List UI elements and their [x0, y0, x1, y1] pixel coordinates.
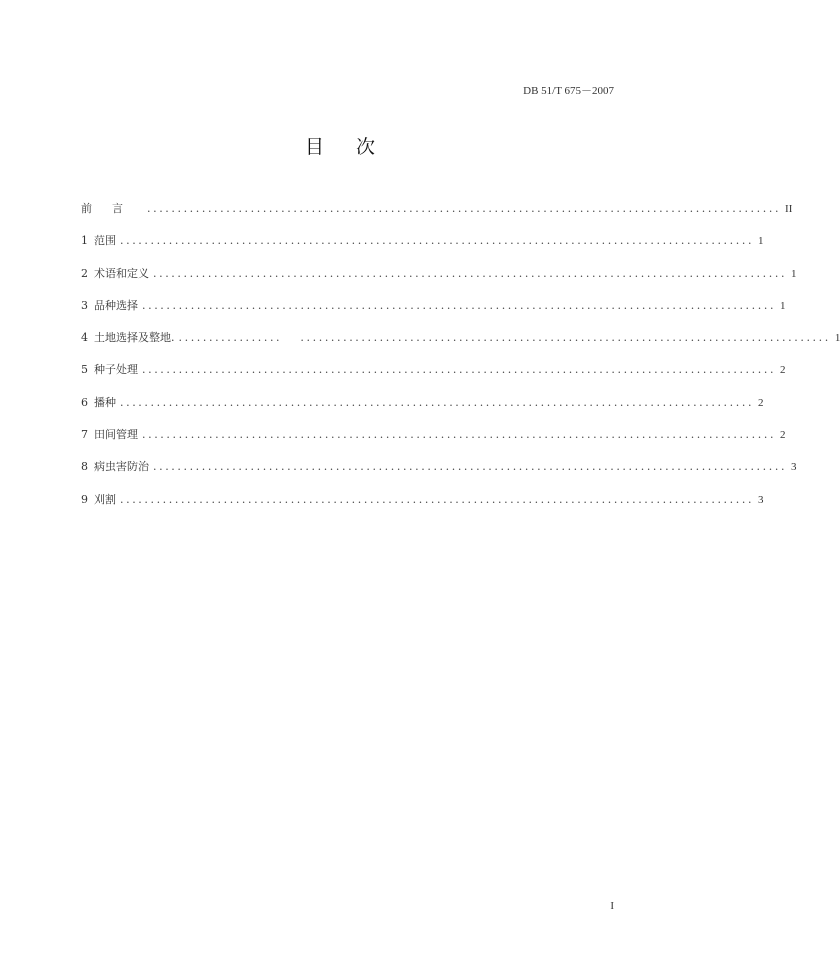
toc-entry-number: 5 — [81, 363, 88, 377]
toc-entry-4[interactable] — [81, 329, 840, 361]
toc-entry-number: 3 — [81, 298, 88, 312]
toc-entry-page: 2 — [780, 364, 786, 377]
toc-entry-6[interactable] — [81, 394, 764, 426]
toc-leader-dots: ................. ....................................................................................... — [178, 331, 831, 345]
toc-entry-label: 前言 — [81, 202, 143, 215]
toc-entry-page: 1 — [780, 299, 786, 312]
toc-entry-page: 1 — [791, 267, 797, 280]
toc-entry-number: 1 — [81, 234, 88, 248]
toc-entry-number: 7 — [81, 428, 88, 442]
toc-entry-8[interactable] — [81, 458, 797, 490]
toc-entry-page: 2 — [758, 396, 764, 409]
toc-entry-7[interactable] — [81, 426, 786, 458]
toc-entry-page: 3 — [758, 493, 764, 506]
toc-entry-page: 2 — [780, 429, 786, 442]
toc-leader-dots: ........................................................................................................ — [147, 202, 782, 215]
toc-entry-label: 品种选择 — [94, 298, 138, 312]
toc-entry-label: 病虫害防治 — [94, 460, 149, 474]
table-of-contents — [81, 200, 840, 523]
toc-entry-label: 田间管理 — [94, 428, 138, 442]
toc-entry-label: 种子处理 — [94, 363, 138, 377]
toc-entry-label: 土地选择及整地. — [94, 331, 175, 345]
document-code: DB 51/T 675－2007 — [523, 85, 614, 97]
toc-leader-dots: ........................................................................................................ — [142, 363, 777, 377]
toc-entry-3[interactable] — [81, 297, 786, 329]
toc-entry-9[interactable] — [81, 491, 764, 523]
toc-entry-foreword[interactable] — [81, 200, 793, 232]
toc-entry-label: 范围 — [94, 234, 116, 248]
toc-leader-dots: ........................................................................................................ — [153, 266, 788, 280]
toc-entry-number: 2 — [81, 266, 88, 280]
toc-entry-2[interactable] — [81, 265, 797, 297]
toc-entry-page: 3 — [791, 461, 797, 474]
toc-entry-page: 1 — [758, 235, 764, 248]
toc-entry-label: 术语和定义 — [94, 266, 149, 280]
toc-entry-page: II — [785, 203, 793, 215]
toc-entry-number: 9 — [81, 492, 88, 506]
toc-entry-label: 播种 — [94, 395, 116, 409]
toc-entry-number: 4 — [81, 331, 88, 345]
toc-entry-1[interactable] — [81, 232, 764, 264]
page-title: 目次 — [304, 136, 407, 158]
toc-entry-number: 8 — [81, 460, 88, 474]
toc-leader-dots: ........................................................................................................ — [120, 234, 755, 248]
toc-leader-dots: ........................................................................................................ — [142, 428, 777, 442]
toc-leader-dots: ........................................................................................................ — [153, 460, 788, 474]
toc-leader-dots: ........................................................................................................ — [120, 492, 755, 506]
toc-entry-page: 1 — [834, 332, 840, 345]
toc-leader-dots: ........................................................................................................ — [120, 395, 755, 409]
toc-leader-dots: ........................................................................................................ — [142, 298, 777, 312]
toc-entry-5[interactable] — [81, 361, 786, 393]
footer-page-number: I — [610, 900, 614, 912]
toc-entry-number: 6 — [81, 395, 88, 409]
toc-entry-label: 刈割 — [94, 492, 116, 506]
